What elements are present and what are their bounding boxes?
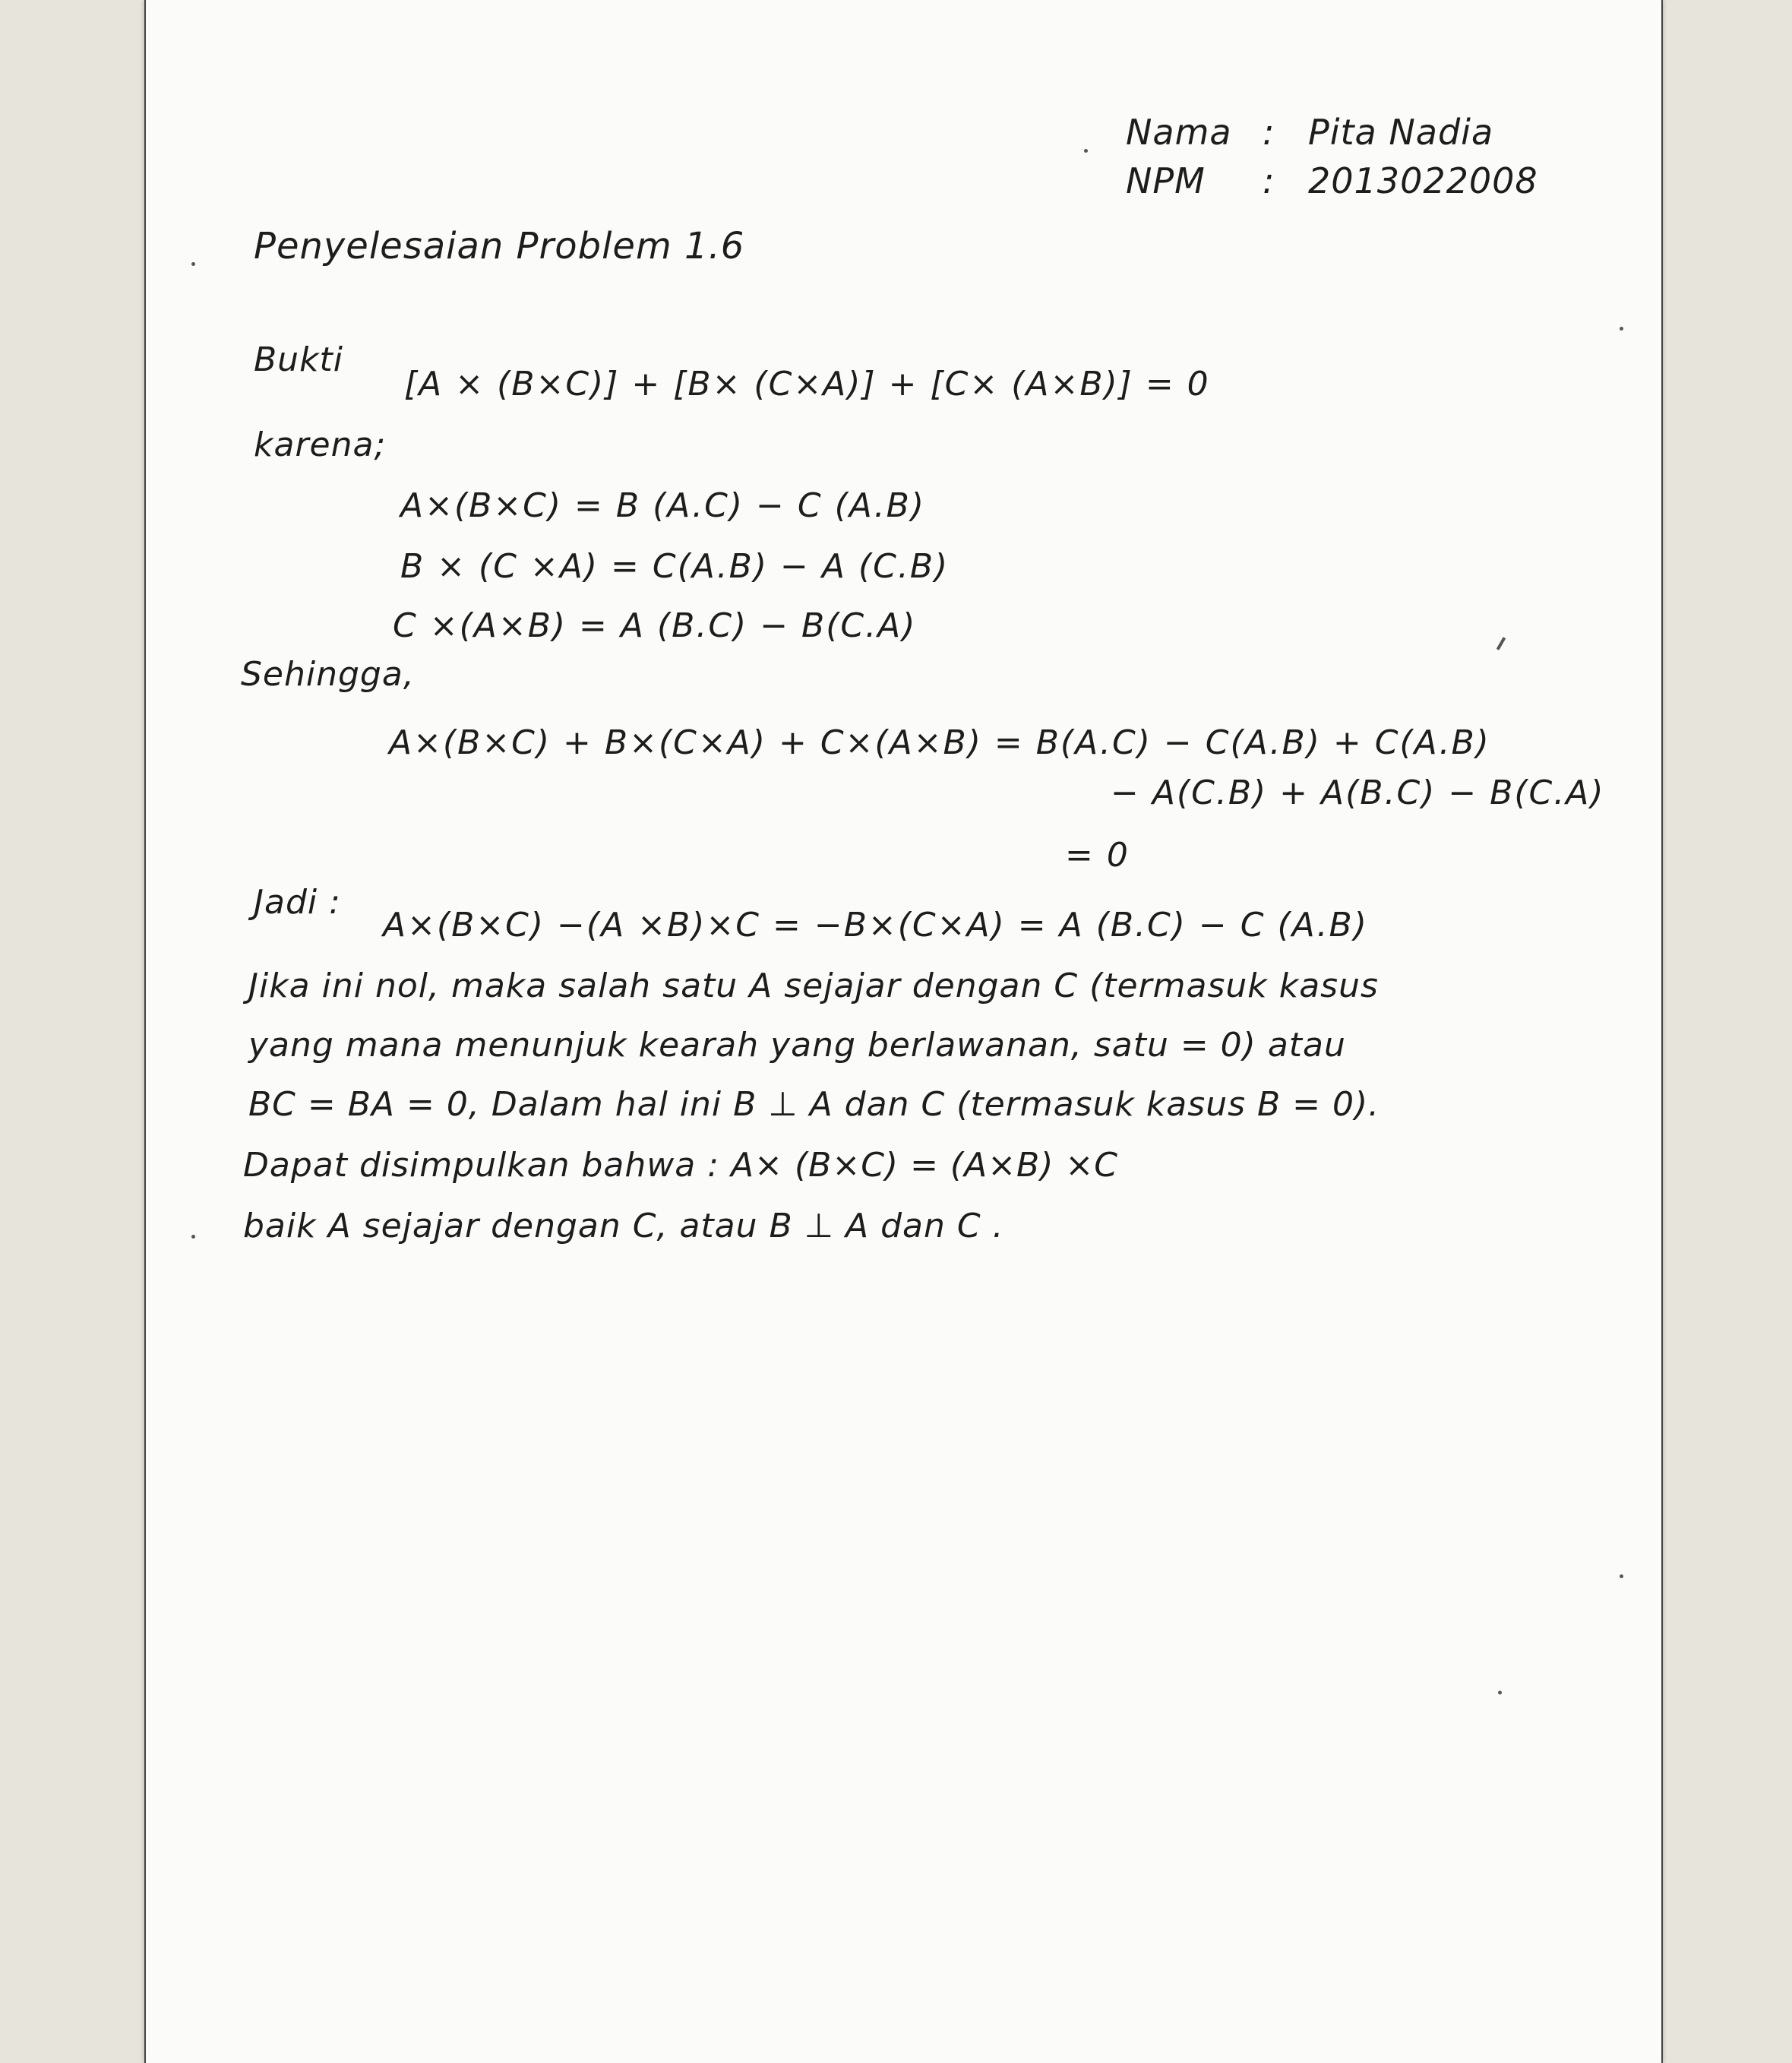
- sehingga-line-1: A×(B×C) + B×(C×A) + C×(A×B) = B(A.C) − C(A.B) + C(A.B): [389, 723, 1490, 762]
- jadi-label: Jadi :: [254, 883, 341, 922]
- bukti-label: Bukti: [254, 340, 344, 379]
- page-title: Penyelesaian Problem 1.6: [254, 225, 745, 267]
- name-label: Nama: [1126, 112, 1232, 153]
- karena-line-2: B × (C ×A) = C(A.B) − A (C.B): [400, 547, 950, 586]
- notebook-page: [144, 0, 1663, 2063]
- pen-dot: [1620, 1574, 1623, 1578]
- pen-dot: [1620, 327, 1623, 331]
- pen-dot: [191, 1235, 195, 1239]
- conclusion-line-1: Dapat disimpulkan bahwa : A× (B×C) = (A×B) ×C: [243, 1146, 1118, 1185]
- pen-dot: [1498, 1691, 1502, 1694]
- name-separator: :: [1263, 112, 1275, 153]
- sehingga-label: Sehingga,: [241, 655, 415, 694]
- npm-separator: :: [1263, 160, 1275, 201]
- karena-label: karena;: [254, 426, 387, 464]
- paragraph-line-1: Jika ini nol, maka salah satu A sejajar dengan C (termasuk kasus: [248, 967, 1379, 1005]
- conclusion-line-2: baik A sejajar dengan C, atau B ⊥ A dan C .: [243, 1207, 1004, 1245]
- bukti-equation: [A × (B×C)] + [B× (C×A)] + [C× (A×B)] = 0: [404, 365, 1210, 403]
- pen-dot: [1084, 149, 1088, 153]
- karena-line-3: C ×(A×B) = A (B.C) − B(C.A): [393, 606, 917, 645]
- npm-value: 2013022008: [1308, 160, 1538, 201]
- pen-dot: [191, 262, 195, 266]
- paragraph-line-3: BC = BA = 0, Dalam hal ini B ⊥ A dan C (termasuk kasus B = 0).: [248, 1085, 1380, 1124]
- pen-mark: [1496, 637, 1506, 650]
- paragraph-line-2: yang mana menunjuk kearah yang berlawanan, satu = 0) atau: [248, 1026, 1346, 1065]
- jadi-equation: A×(B×C) −(A ×B)×C = −B×(C×A) = A (B.C) − C (A.B): [383, 906, 1368, 944]
- karena-line-1: A×(B×C) = B (A.C) − C (A.B): [400, 486, 926, 525]
- sehingga-line-2: − A(C.B) + A(B.C) − B(C.A): [1111, 774, 1605, 812]
- name-value: Pita Nadia: [1308, 112, 1494, 153]
- sehingga-line-3: = 0: [1065, 836, 1130, 875]
- npm-label: NPM: [1126, 160, 1206, 201]
